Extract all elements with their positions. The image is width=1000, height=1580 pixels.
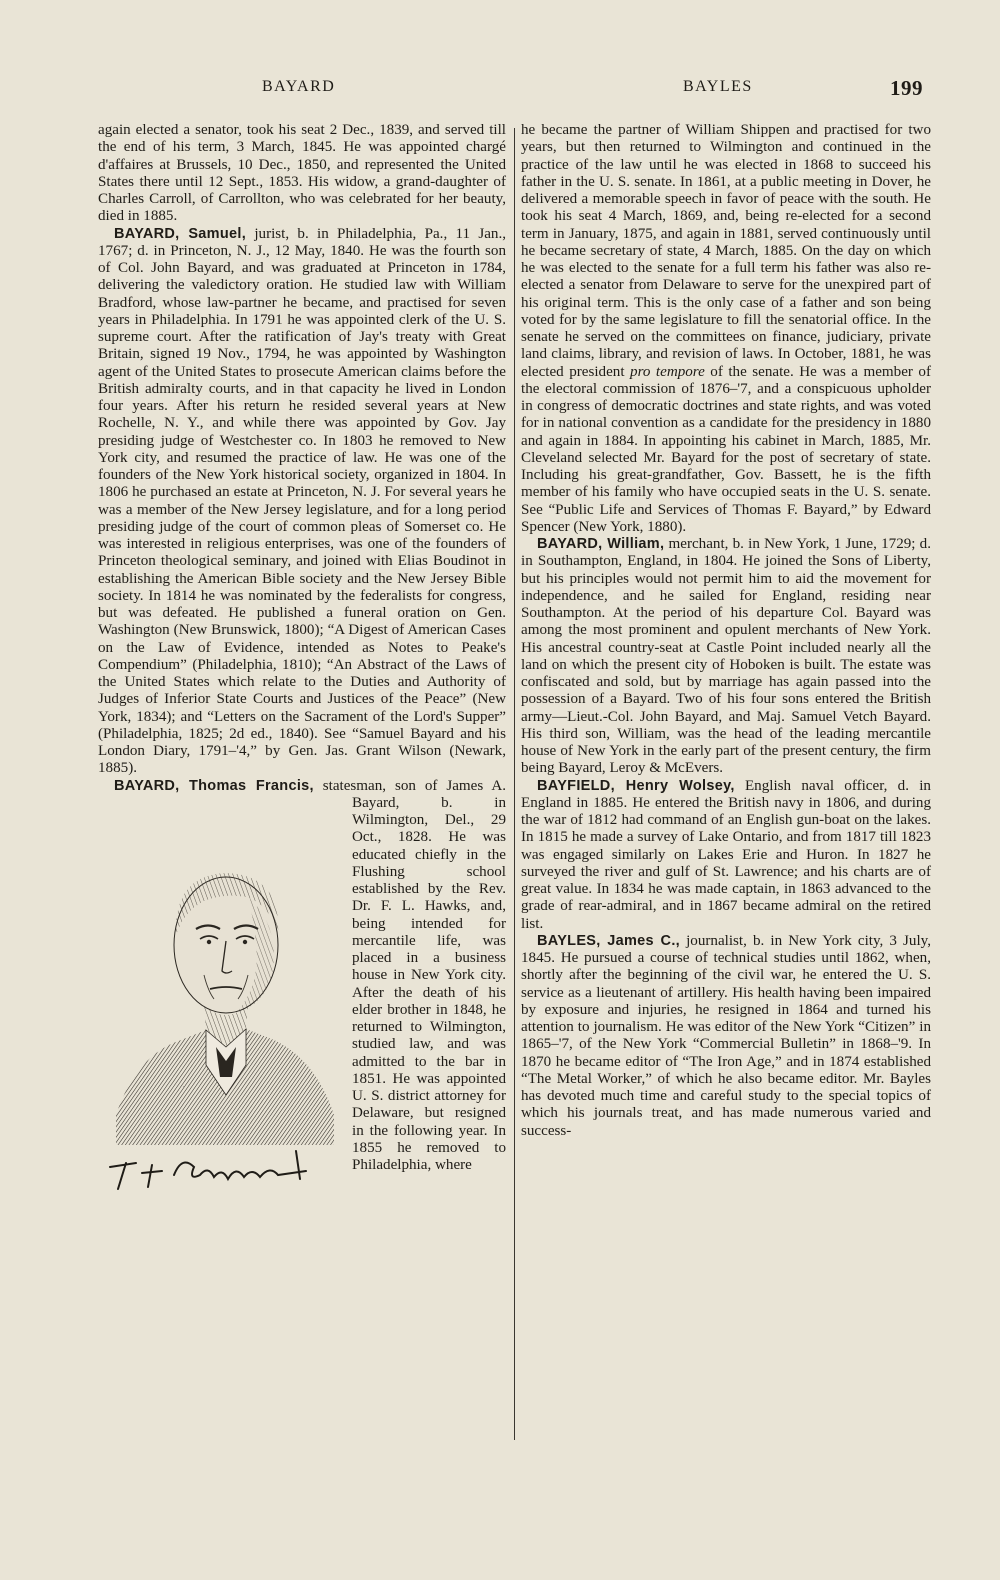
entry-samuel-bayard <box>98 226 506 778</box>
left-column <box>98 122 506 1193</box>
continuation-paragraph: again elected a senator, took his seat 2 Dec., 1839, and served till the end of his term, 3 March, 1845. He was appointed chargé d'affaires at Brussels, 10 Dec., 1850, and represented the United States there until 12 Sept., 1853. His widow, a grand-daughter of Charles Carroll, of Carrollton, who was celebrated for her beauty, died in 1885. <box>98 122 506 225</box>
entry-henry-wolsey-bayfield <box>521 778 931 933</box>
signature-text: T. F. Bayard <box>96 814 101 816</box>
portrait-image <box>96 815 348 1193</box>
italic-phrase: pro tempore <box>630 363 705 380</box>
entry-text: English naval officer, d. in England in 1885. He entered the British navy in 1806, and during the war of 1812 had command of an English gun-boat on the lakes. In 1815 he made a survey of Lake Ontario, and from 1817 till 1823 was engaged similarly on Lakes Erie and Huron. In 1827 he surveyed the river and gulf of St. Lawrence; and his charts are of great value. In 1834 he was made captain, in 1863 advanced to the grade of rear-admiral, and in 1867 became admiral on the retired list. <box>521 777 931 932</box>
entry-thomas-francis-bayard <box>98 778 506 1175</box>
entry-text: merchant, b. in New York, 1 June, 1729; d. in Southampton, England, in 1804. He joined the Sons of Liberty, but his principles would not permit him to aid the movement for independence, and he sailed for England, residing near Southampton. At the period of his departure Col. Bayard was among the most prominent and opulent merchants of New York. His ancestral country-seat at Castle Point included nearly all the land on which the present city of Hoboken is built. The estate was confiscated and sold, but by marriage has again passed into the possession of a Bayard. Two of his four sons entered the British army—Lieut.-Col. John Bayard, and Maj. Samuel Vetch Bayard. His third son, William, was the head of the leading mercantile house of New York in the early part of the present century, the firm being Bayard, Leroy & McEvers. <box>521 536 931 777</box>
entry-william-bayard <box>521 536 931 778</box>
page-number: 199 <box>890 76 923 100</box>
column-divider <box>514 128 515 1440</box>
headword: BAYARD, William, <box>537 536 665 552</box>
headword: BAYLES, James C., <box>537 932 680 949</box>
portrait-engraving <box>96 815 348 1193</box>
entry-text: statesman, son of James A. Bayard, b. in Wilmington, Del., 29 Oct., 1828. He was educated chiefly in the Flushing school established by the Rev. Dr. F. L. Hawks, and, being intended for mercantile life, was placed in a business house in New York city. After the death of his elder brother in 1848, he returned to Wilmington, studied law, and was admitted to the bar in 1851. He was appointed U. S. district attorney for Delaware, but resigned in the following year. In 1855 he removed to Philadelphia, where <box>313 777 506 1173</box>
right-column <box>521 122 931 1140</box>
headword: BAYARD, Samuel, <box>114 225 247 242</box>
entry-text: jurist, b. in Philadelphia, Pa., 11 Jan., 1767; d. in Princeton, N. J., 12 May, 1840. He was the fourth son of Col. John Bayard, and was graduated at Princeton in 1784, delivering the valedictory oration. He studied law with William Bradford, whose law-partner he became, and practised for seven years in Philadelphia. In 1791 he was appointed clerk of the U. S. supreme court. After the ratification of Jay's treaty with Great Britain, signed 19 Nov., 1794, he was appointed by Washington agent of the United States to prosecute American claims before the British admiralty courts, and in that capacity he lived in London four years. After his return he resided several years at New Rochelle, N. Y., and while there was appointed by Gov. Jay presiding judge of Westchester co. In 1803 he removed to New York city, and resumed the practice of law. He was one of the founders of the New York historical society, organized in 1804. In 1806 he purchased an estate at Princeton, N. J. For several years he was a member of the New Jersey legislature, and for a long period presiding judge of the court of common pleas of Somerset co. He was interested in religious enterprises, was one of the founders of Princeton theological seminary, and joined with Elias Boudinot in establishing the American Bible society and the New Jersey Bible society. In 1814 he was nominated by the federalists for congress, but was defeated. He published a funeral oration on Gen. Washington (New Brunswick, 1800); “A Digest of American Cases on the Law of Evidence, intended as Notes to Peake's Compendium” (Philadelphia, 1810); “An Abstract of the Laws of the United States which relate to the Duties and Authority of Judges of Inferior State Courts and Justices of the Peace” (New York, 1834); and “Letters on the Sacrament of the Lord's Supper” (Philadelphia, 1825; 2d ed., 1840). See “Samuel Bayard and his London Diary, 1791–'4,” by Gen. Jas. Grant Wilson (Newark, 1885). <box>98 225 506 777</box>
entry-james-c-bayles <box>521 933 931 1140</box>
paragraph-text: of the senate. He was a member of the electoral commission of 1876–'7, and a conspicuous upholder in congress of democratic doctrines and state rights, and was voted for in national convention as a candidate for the presidency in 1880 and again in 1884. In appointing his cabinet in March, 1885, Mr. Cleveland selected Mr. Bayard for the post of secretary of state. Including his great-grandfather, Gov. Bassett, he is the fifth member of his family who have occupied seats in the U. S. senate. See “Public Life and Services of Thomas F. Bayard,” by Edward Spencer (New York, 1880). <box>521 363 931 535</box>
running-head-left: BAYARD <box>262 78 336 95</box>
headword: BAYARD, Thomas Francis, <box>114 777 314 794</box>
entry-text: journalist, b. in New York city, 3 July, 1845. He pursued a course of technical studies until 1862, when, shortly after the beginning of the civil war, he entered the U. S. service as a lieutenant of artillery. His health having been impaired by exposure and injuries, he resigned in 1864 and turned his attention to journalism. He was editor of the New York “Citizen” in 1865–'7, of the New York “Commercial Bulletin” in 1868–'9. In 1870 he became editor of “The Iron Age,” and in 1874 established “The Metal Worker,” of which he also became editor. Mr. Bayles has devoted much time and careful study to the special topics of which his journals treat, and has made numerous varied and success- <box>521 932 931 1139</box>
continuation-paragraph <box>521 122 931 536</box>
paragraph-text: he became the partner of William Shippen and practised for two years, but then returned to Wilmington and continued in the practice of the law until he was elected in 1868 to succeed his father in the U. S. senate. In 1861, at a public meeting in Dover, he delivered a memorable speech in favor of peace with the south. He took his seat 4 March, 1869, and, being re-elected for a second term in January, 1875, and again in 1881, served continuously until he became secretary of state, 4 March, 1885. On the day on which he was elected to the senate for a full term his father was also re-elected a senator from Delaware to serve for the unexpired part of his original term. This is the only case of a father and son being voted for by the same legislature to fill the senatorial office. In the senate he served on the committees on finance, judiciary, private land claims, library, and revision of laws. In October, 1881, he was elected president <box>521 122 931 380</box>
headword: BAYFIELD, Henry Wolsey, <box>537 777 735 794</box>
running-head-right: BAYLES <box>683 78 753 95</box>
